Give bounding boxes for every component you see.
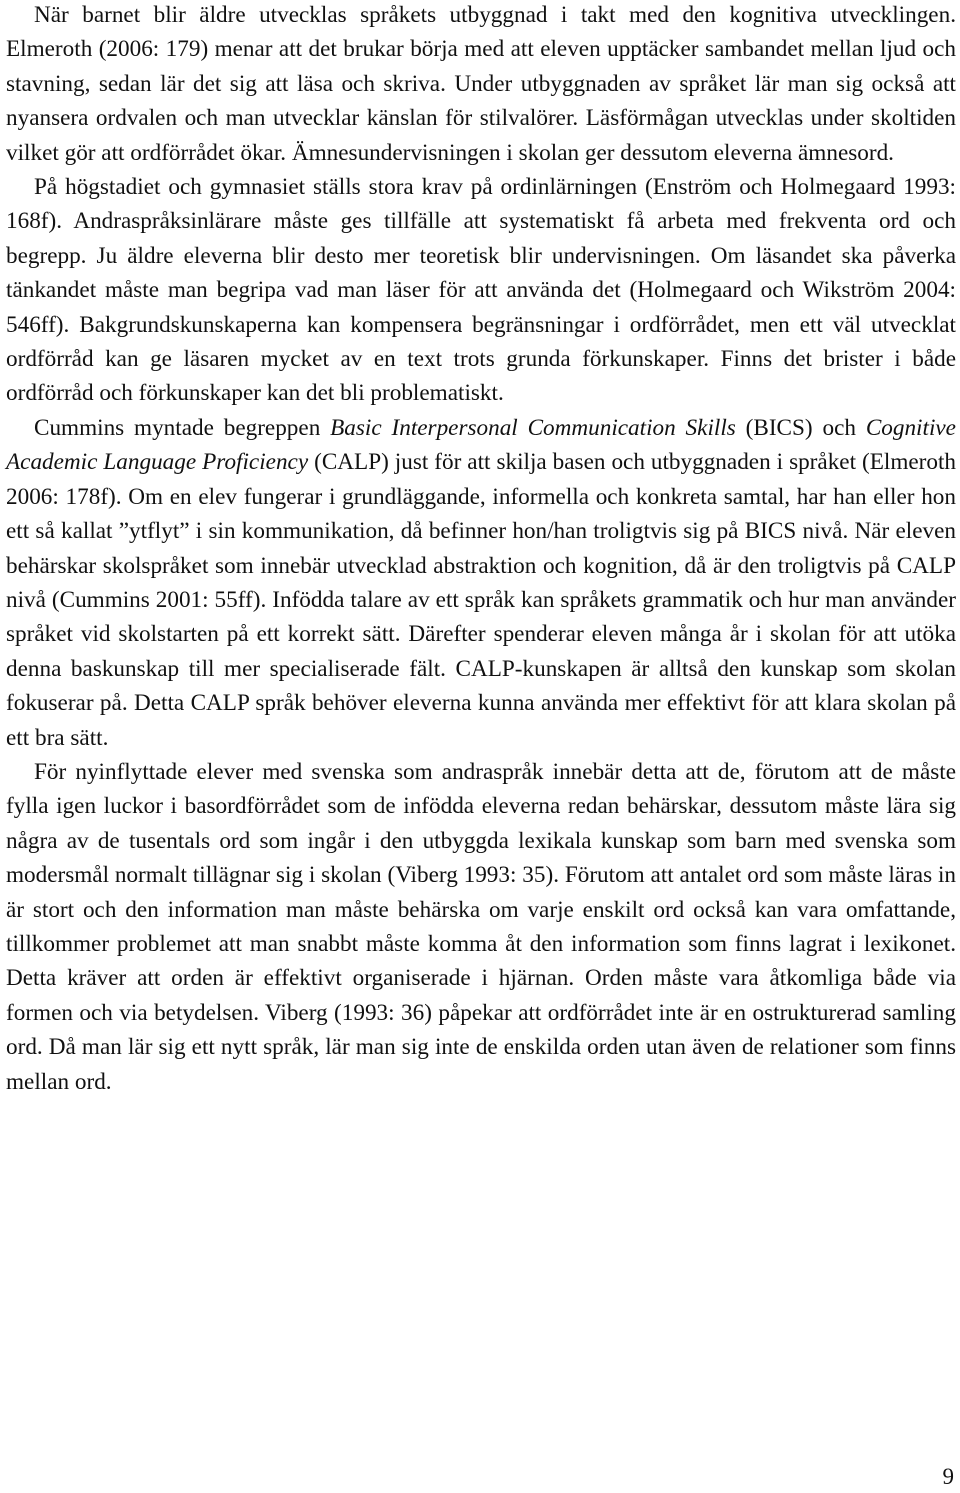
document-page bbox=[6, 0, 956, 1099]
term-bics: Basic Interpersonal Communication Skills bbox=[330, 414, 736, 441]
paragraph-language-development: När barnet blir äldre utvecklas språkets utbyggnad i takt med den kognitiva utvecklingen. Elmeroth (2006: 179) menar att det brukar börja med att eleven upptäcker sambandet mellan ljud och stavning, sedan lär det sig att läsa och skriva. Under utbyggnaden av språket lär man sig också att nyansera ordvalen och man utvecklar känslan för stilvalörer. Läsförmågan utvecklas under skoltiden vilket gör att ordförrådet ökar. Ämnesundervisningen i skolan ger dessutom eleverna ämnesord. bbox=[6, 2, 956, 166]
paragraph-text-segment: (CALP) just för att skilja basen och utbyggnaden i språket (Elmeroth 2006: 178f). Om en elev fungerar i grundläggande, informella och konkreta samtal, har han eller hon ett så kallat ”ytflyt” i sin kommunikation, då befinner hon/han troligtvis sig på BICS nivå. När eleven behärskar skolspråket som innebär utvecklad abstraktion och kognition, då är den troligtvis på CALP nivå (Cummins 2001: 55ff). Infödda talare av ett språk kan språkets grammatik och hur man använder språket vid skolstarten på ett korrekt sätt. Därefter spenderar eleven många år i skolan för att utöka denna baskunskap till mer specialiserade fält. CALP-kunskapen är alltså den kunskap som skolan fokuserar på. Detta CALP språk behöver eleverna kunna använda mer effektivt för att klara skolan på ett bra sätt. bbox=[6, 449, 957, 751]
page-number: 9 bbox=[942, 1464, 954, 1489]
term-calp: Cognitive Academic Language Proficiency bbox=[6, 414, 956, 476]
paragraph-text-segment: (BICS) och bbox=[735, 414, 866, 441]
paragraph-vocabulary-learning: På högstadiet och gymnasiet ställs stora krav på ordinlärningen (Enström och Holmegaard 1993: 168f). Andraspråksinlärare måste ges tillfälle att systematiskt få arbeta med frekventa ord och begrepp. Ju äldre eleverna blir desto mer teoretisk blir undervisningen. Om läsandet ska påverka tänkandet måste man begripa vad man läser för att använda det (Holmegaard och Wikström 2004: 546ff). Bakgrundskunskaperna kan kompensera begränsningar i ordförrådet, men ett väl utvecklat ordförråd kan ge läsaren mycket av en text trots grunda förkunskaper. Finns det brister i både ordförråd och förkunskaper kan det bli problematiskt. bbox=[6, 174, 956, 407]
paragraph-bics-calp bbox=[6, 411, 956, 755]
paragraph-text-segment: Cummins myntade begreppen bbox=[34, 414, 331, 441]
paragraph-newly-arrived-students: För nyinflyttade elever med svenska som andraspråk innebär detta att de, förutom att de måste fylla igen luckor i basordförrådet som de infödda eleverna redan behärskar, dessutom måste lära sig några av de tusentals ord som ingår i den utbyggda lexikala kunskap som barn med svenska som modersmål normalt tillägnar sig i skolan (Viberg 1993: 35). Förutom att antalet ord som måste läras in är stort och den information man måste behärska om varje enskilt ord också kan vara omfattande, tillkommer problemet att man snabbt måste komma åt den information som finns lagrat i lexikonet. Detta kräver att orden är effektivt organiserade i hjärnan. Orden måste vara åtkomliga både via formen och via betydelsen. Viberg (1993: 36) påpekar att ordförrådet inte är en ostrukturerad samling ord. Då man lär sig ett nytt språk, lär man sig inte de enskilda orden utan även de relationer som finns mellan ord. bbox=[6, 758, 956, 1095]
